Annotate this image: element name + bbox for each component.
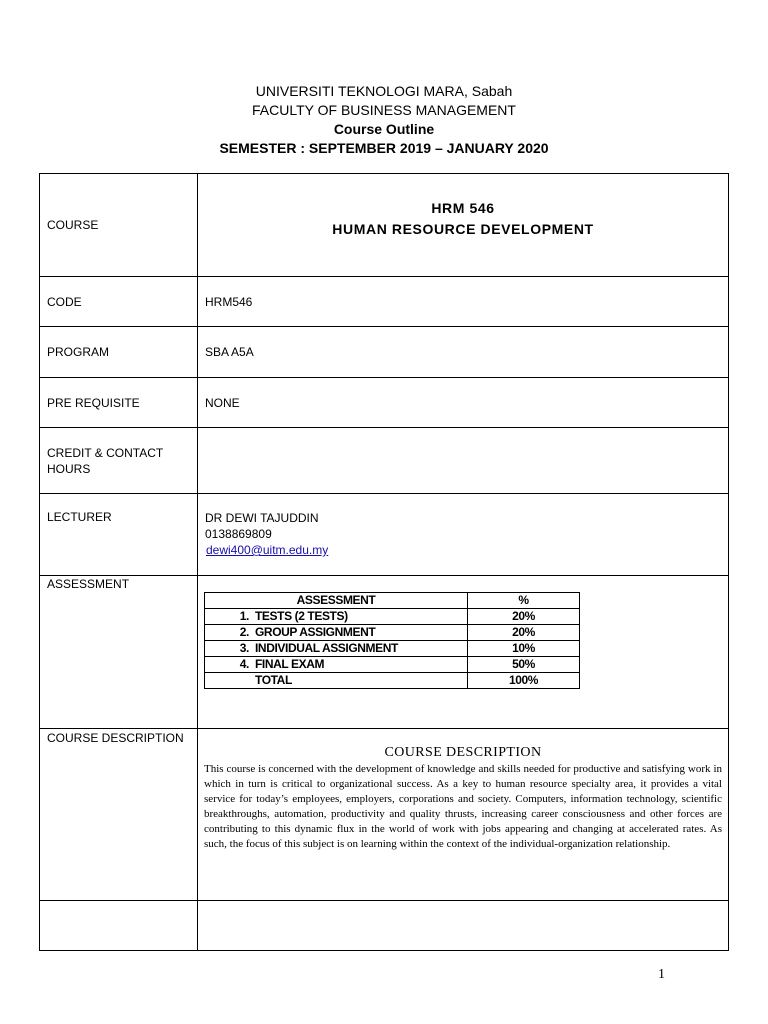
course-name: HUMAN RESOURCE DEVELOPMENT <box>332 221 594 237</box>
credit-label: CREDIT & CONTACT HOURS <box>40 428 198 494</box>
row-number: 3. <box>239 641 249 655</box>
row-item: INDIVIDUAL ASSIGNMENT <box>255 641 398 655</box>
table-row <box>205 609 580 625</box>
lecturer-name: DR DEWI TAJUDDIN <box>205 511 319 525</box>
row-item: GROUP ASSIGNMENT <box>255 625 376 639</box>
course-outline-table <box>39 173 729 951</box>
prereq-value: NONE <box>198 378 729 428</box>
empty-row <box>40 901 729 951</box>
semester-line: SEMESTER : SEPTEMBER 2019 – JANUARY 2020 <box>219 140 549 156</box>
document-title: Course Outline <box>333 121 435 137</box>
row-number: 1. <box>239 609 249 623</box>
code-row <box>40 277 729 327</box>
description-cell <box>198 729 729 901</box>
lecturer-phone: 0138869809 <box>205 527 272 541</box>
prereq-label: PRE REQUISITE <box>40 378 198 428</box>
prereq-row <box>40 378 729 428</box>
course-code-title: HRM 546 <box>431 200 495 216</box>
total-row <box>205 673 580 689</box>
description-title: COURSE DESCRIPTION <box>384 745 542 760</box>
credit-row <box>40 428 729 494</box>
row-percent: 20% <box>468 609 580 625</box>
description-label: COURSE DESCRIPTION <box>40 729 198 901</box>
row-number: 4. <box>239 657 249 671</box>
table-row <box>205 625 580 641</box>
empty-label-cell <box>40 901 198 951</box>
course-row <box>40 174 729 277</box>
percent-col-header: % <box>468 593 580 609</box>
document-header <box>0 82 768 158</box>
lecturer-email-link[interactable]: dewi400@uitm.edu.my <box>206 543 329 557</box>
faculty-name: FACULTY OF BUSINESS MANAGEMENT <box>252 102 516 118</box>
total-percent: 100% <box>468 673 580 689</box>
code-label: CODE <box>40 277 198 327</box>
row-percent: 10% <box>468 641 580 657</box>
row-percent: 20% <box>468 625 580 641</box>
program-value: SBA A5A <box>198 327 729 378</box>
code-value: HRM546 <box>198 277 729 327</box>
row-item: FINAL EXAM <box>255 657 325 671</box>
assessment-row <box>40 576 729 729</box>
credit-value <box>198 428 729 494</box>
empty-value-cell <box>198 901 729 951</box>
program-row <box>40 327 729 378</box>
course-label: COURSE <box>40 174 198 277</box>
university-name: UNIVERSITI TEKNOLOGI MARA, Sabah <box>255 83 513 99</box>
row-percent: 50% <box>468 657 580 673</box>
course-cell <box>198 174 729 277</box>
row-number: 2. <box>239 625 249 639</box>
description-text: This course is concerned with the development of knowledge and skills needed for productive and satisfying work in which in turn is critical to organizational success. As a key to human resource specialty area, it provides a vital service for today’s employees, employers, corporations and society. Computers, information technology, scientific breakthroughs, automation, productivity and quality thrusts, increasing career consciousness and other forces are contributing to this dynamic flux in the world of work with jobs appearing and changing at accelerated rates. As such, the focus of this subject is on learning within the context of the individual-organization relationship. <box>204 763 722 850</box>
assessment-label: ASSESSMENT <box>40 576 198 729</box>
description-row <box>40 729 729 901</box>
row-item: TESTS (2 TESTS) <box>255 609 348 623</box>
page-number: 1 <box>658 967 665 982</box>
lecturer-row <box>40 494 729 576</box>
description-box <box>198 729 728 852</box>
table-row <box>205 657 580 673</box>
lecturer-label: LECTURER <box>40 494 198 576</box>
assessment-table <box>204 592 580 689</box>
total-label: TOTAL <box>255 673 292 687</box>
table-row <box>205 641 580 657</box>
lecturer-cell <box>198 494 729 576</box>
assessment-cell <box>198 576 729 729</box>
program-label: PROGRAM <box>40 327 198 378</box>
assessment-col-header: ASSESSMENT <box>205 593 468 609</box>
assessment-header-row <box>205 593 580 609</box>
